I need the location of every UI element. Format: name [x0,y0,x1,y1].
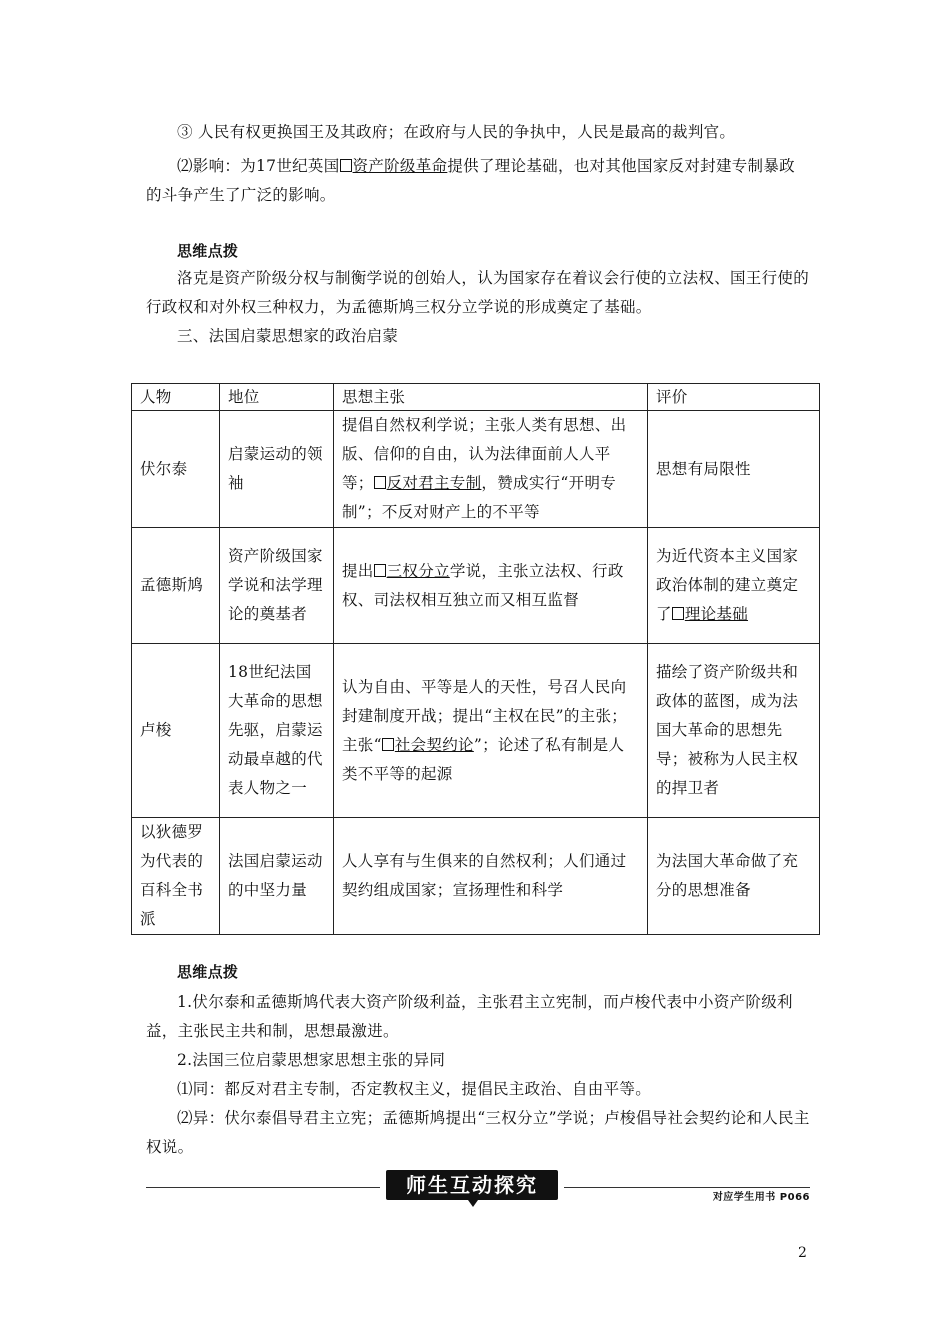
blank-box-icon [374,564,386,577]
cell-evaluation [648,528,820,644]
tip2-point-1: 1.伏尔泰和孟德斯鸠代表大资产阶级利益，主张君主立宪制，而卢梭代表中小资产阶级利益，主张民主共和制，思想最激进。 [146,993,793,1040]
tip2-similarity: ⑴同：都反对君主专制，否定教权主义，提倡民主政治、自由平等。 [177,1080,652,1098]
cell-evaluation: 为法国大革命做了充分的思想准备 [648,818,820,935]
table-row [132,411,820,528]
idea-fill-blank [382,736,474,754]
tip2-point-2: 2.法国三位启蒙思想家思想主张的异同 [177,1051,446,1069]
table-row [132,528,820,644]
banner-title: 师生互动探究 [386,1170,558,1200]
idea-blank-text: 三权分立 [386,561,450,580]
cell-status: 法国启蒙运动的中坚力量 [220,818,334,935]
cell-idea: 人人享有与生俱来的自然权利；人们通过契约组成国家；宣扬理性和科学 [334,818,648,935]
cell-idea [334,528,648,644]
idea-fill-blank [374,474,482,492]
triangle-down-icon [468,1200,478,1207]
impact-fill-blank [340,157,448,175]
cell-status: 18世纪法国大革命的思想先驱，启蒙运动最卓越的代表人物之一 [220,644,334,818]
paragraph-point-3: ③ 人民有权更换国王及其政府；在政府与人民的争执中，人民是最高的裁判官。 [177,123,736,141]
cell-evaluation: 描绘了资产阶级共和政体的蓝图，成为法国大革命的思想先导；被称为人民主权的捍卫者 [648,644,820,818]
idea-text-post: 学说，主张立法权、行政权、司法权相互独立而又相互监督 [342,561,624,609]
idea-blank-text: 反对君主专制 [386,474,482,492]
idea-fill-blank [374,562,450,580]
tip2-difference: ⑵异：伏尔泰倡导君主立宪；孟德斯鸠提出“三权分立”学说；卢梭倡导社会契约论和人民主权说。 [146,1109,810,1156]
blank-box-icon [374,476,386,489]
cell-person: 伏尔泰 [132,411,220,528]
header-status: 地位 [220,384,334,411]
impact-suffix: 提供了理论基础，也对其他国家反对封建专制暴政的斗争产生了广泛的影响。 [146,157,795,204]
header-person: 人物 [132,384,220,411]
paragraph-impact [146,152,810,210]
cell-status: 启蒙运动的领袖 [220,411,334,528]
eval-text-pre: 为近代资本主义国家政治体制的建立奠定了 [656,547,799,623]
tip1-title: 思维点拨 [177,242,239,260]
section3-title: 三、法国启蒙思想家的政治启蒙 [177,327,399,345]
table-row [132,818,820,935]
cell-person: 以狄德罗为代表的百科全书派 [132,818,220,935]
cell-person: 卢梭 [132,644,220,818]
blank-box-icon [340,159,352,172]
section-banner [146,1166,810,1210]
idea-blank-text: 社会契约论 [394,735,474,754]
idea-text-pre: 认为自由、平等是人的天性，号召人民向封建制度开战；提出“主权在民”的主张；主张“ [342,677,628,754]
idea-text-post: ”；论述了私有制是人类不平等的起源 [342,735,625,783]
tip2-title: 思维点拨 [177,963,239,981]
cell-idea [334,411,648,528]
banner-divider-left [146,1187,380,1188]
cell-person: 孟德斯鸠 [132,528,220,644]
header-idea: 思想主张 [334,384,648,411]
impact-blank-text: 资产阶级革命 [352,157,448,175]
page-number: 2 [798,1245,807,1261]
eval-fill-blank [672,605,748,623]
tip1-text: 洛克是资产阶级分权与制衡学说的创始人，认为国家存在着议会行使的立法权、国王行使的行政权和对外权三种权力，为孟德斯鸠三权分立学说的形成奠定了基础。 [146,269,810,316]
idea-text-post: ，赞成实行“开明专制”；不反对财产上的不平等 [342,474,617,521]
book-reference: 对应学生用书 P066 [712,1192,810,1203]
enlightenment-table [131,383,820,935]
header-evaluation: 评价 [648,384,820,411]
blank-box-icon [672,607,684,620]
idea-text-pre: 提倡自然权利学说；主张人类有思想、出版、信仰的自由，认为法律面前人人平等； [342,416,627,492]
cell-idea [334,644,648,818]
eval-blank-text: 理论基础 [684,605,749,623]
cell-status: 资产阶级国家学说和法学理论的奠基者 [220,528,334,644]
cell-evaluation: 思想有局限性 [648,411,820,528]
table-header-row [132,384,820,411]
idea-text-pre: 提出 [342,561,374,580]
table-row [132,644,820,818]
blank-box-icon [382,738,394,751]
impact-prefix: ⑵影响：为17世纪英国 [177,157,340,175]
